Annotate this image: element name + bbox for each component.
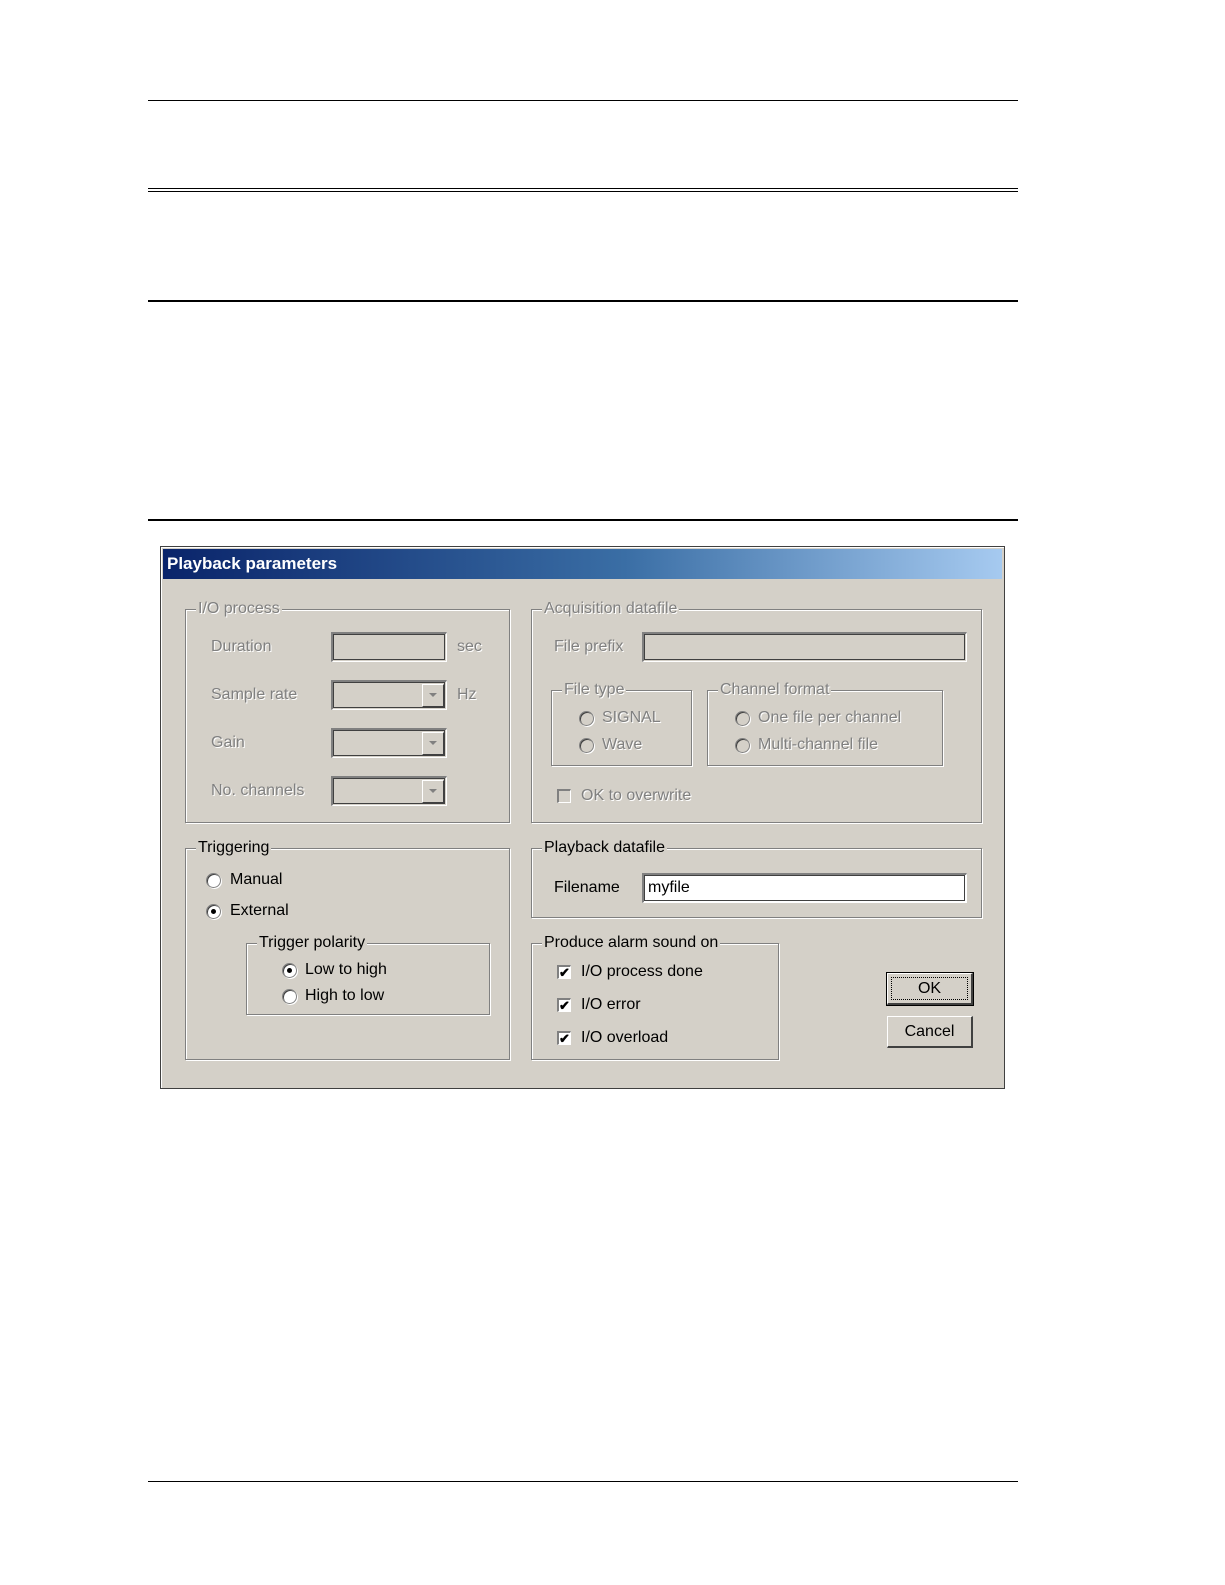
io-process-done-label: I/O process done [581,963,703,980]
duration-unit: sec [457,638,482,655]
cancel-button[interactable] [887,1016,973,1048]
manual-radio[interactable] [206,873,221,888]
ok-button-label: OK [917,979,942,997]
sample-rate-combo[interactable] [331,680,447,710]
playback-parameters-dialog [160,546,1005,1089]
alarm-sound-group [531,934,779,1060]
triggering-group [185,839,510,1060]
section-rule-2 [148,519,1018,521]
channel-format-group [707,681,943,766]
io-process-legend: I/O process [198,600,280,617]
duration-label: Duration [211,638,272,655]
channels-combo[interactable] [331,776,447,806]
file-prefix-input[interactable] [642,632,967,662]
multi-channel-file-label: Multi-channel file [758,736,879,753]
playback-datafile-group [531,839,982,918]
high-to-low-radio[interactable] [282,989,297,1004]
io-error-checkbox[interactable]: ✔ [557,998,571,1012]
gain-label: Gain [211,734,245,751]
sample-rate-label: Sample rate [211,686,298,703]
duration-input[interactable] [331,632,447,662]
top-rule [148,100,1018,101]
channels-label: No. channels [211,782,305,799]
external-radio[interactable] [206,904,221,919]
dialog-title-bar[interactable] [163,549,1002,579]
playback-datafile-legend: Playback datafile [544,839,665,856]
io-overload-label: I/O overload [581,1029,669,1046]
filename-label: Filename [554,879,620,896]
low-to-high-label: Low to high [305,961,387,978]
ok-to-overwrite-checkbox[interactable] [557,789,571,803]
double-rule-bottom [148,191,1018,192]
triggering-legend: Triggering [198,839,270,856]
filename-input[interactable]: myfile [642,873,967,903]
file-type-legend: File type [564,681,625,698]
ok-button[interactable] [887,973,973,1005]
section-rule [148,300,1018,302]
chevron-down-icon[interactable] [422,780,444,803]
trigger-polarity-group [246,934,490,1015]
manual-label: Manual [230,871,283,888]
io-error-label: I/O error [581,996,641,1013]
file-type-group [551,681,692,766]
high-to-low-label: High to low [305,987,385,1004]
ok-to-overwrite-label: OK to overwrite [581,787,692,804]
trigger-polarity-legend: Trigger polarity [259,934,366,951]
io-process-group [185,600,510,823]
one-file-per-channel-label: One file per channel [758,709,902,726]
low-to-high-radio[interactable] [282,963,297,978]
file-type-wave-radio[interactable] [579,738,594,753]
file-type-signal-radio[interactable] [579,711,594,726]
io-process-done-checkbox[interactable]: ✔ [557,965,571,979]
alarm-sound-legend: Produce alarm sound on [544,934,719,951]
double-rule-top [148,188,1018,189]
channel-format-legend: Channel format [720,681,830,698]
gain-combo[interactable] [331,728,447,758]
multi-channel-file-radio[interactable] [735,738,750,753]
acquisition-datafile-group [531,600,982,823]
file-type-signal-label: SIGNAL [602,709,661,726]
external-label: External [230,902,289,919]
bottom-rule [148,1481,1018,1482]
sample-rate-unit: Hz [457,686,477,703]
file-type-wave-label: Wave [602,736,643,753]
dialog-title: Playback parameters [167,554,338,573]
acquisition-legend: Acquisition datafile [544,600,678,617]
chevron-down-icon[interactable] [422,732,444,755]
file-prefix-label: File prefix [554,638,624,655]
io-overload-checkbox[interactable]: ✔ [557,1031,571,1045]
one-file-per-channel-radio[interactable] [735,711,750,726]
chevron-down-icon[interactable] [422,684,444,707]
cancel-button-label: Cancel [904,1022,955,1040]
